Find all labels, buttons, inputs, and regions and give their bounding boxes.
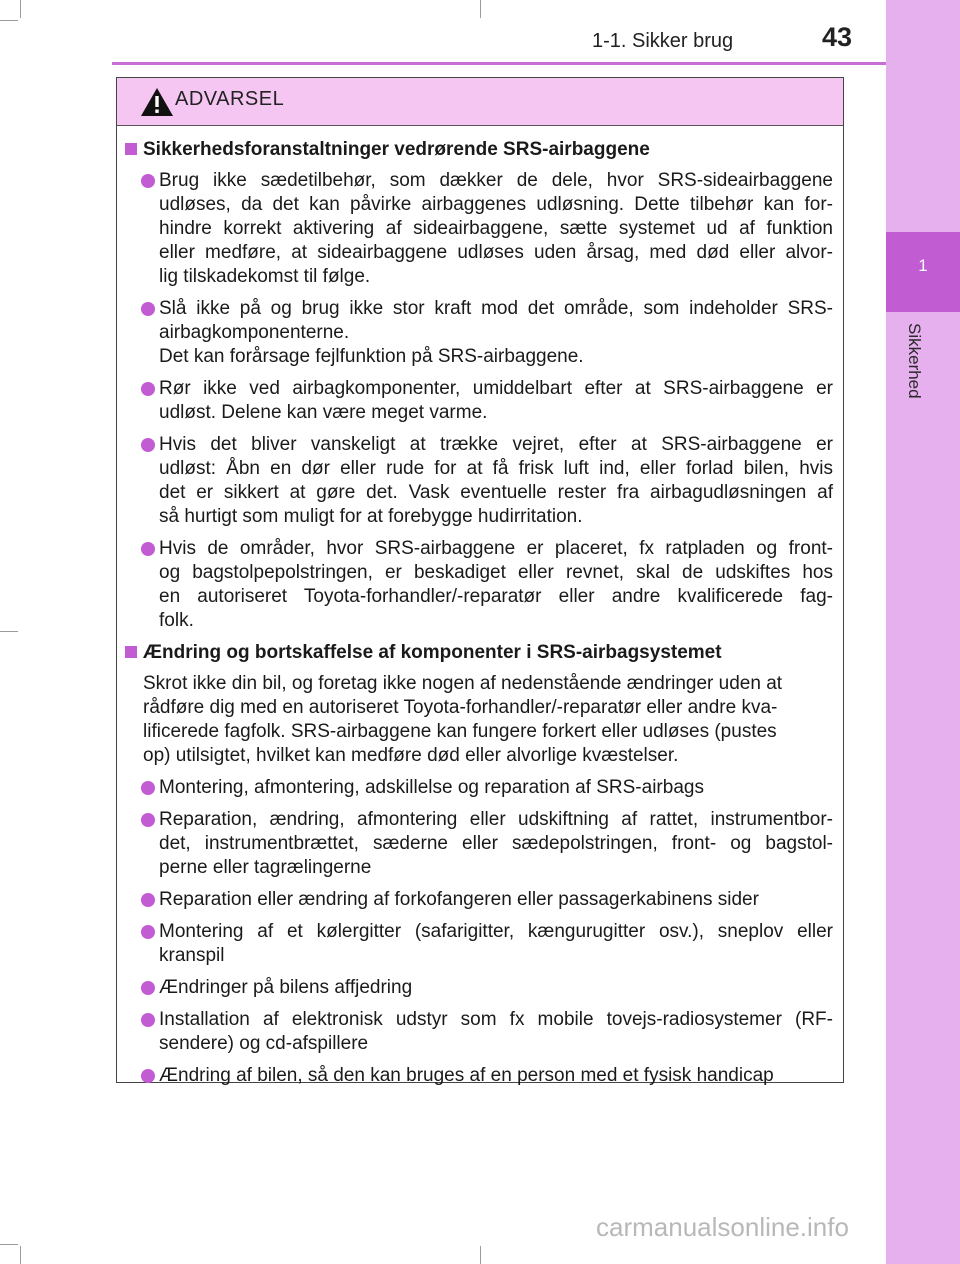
text-line: en autoriseret Toyota-forhandler/-reparatør eller andre kvalificerede fag- — [159, 586, 833, 607]
text-line: kranspil — [159, 945, 225, 966]
text-line: det er sikkert at gøre det. Vask eventuelle rester fra airbagudløsningen af — [159, 482, 833, 503]
text-line: udløst: Åbn en dør eller rude for at få frisk luft ind, eller forlad bilen, hvis — [159, 458, 833, 479]
section-heading — [125, 138, 833, 162]
text-line: Hvis de områder, hvor SRS-airbaggene er placeret, fx ratpladen og front- — [159, 538, 833, 559]
circle-bullet-icon — [141, 893, 155, 907]
text-line: folk. — [159, 610, 194, 631]
crop-mark — [480, 0, 481, 18]
warning-box — [116, 77, 844, 1086]
list-item — [125, 776, 833, 800]
circle-bullet-icon — [141, 174, 155, 188]
text-line: rådføre dig med en autoriseret Toyota-forhandler/-reparatør eller andre kva- — [143, 697, 778, 718]
text-line: sendere) og cd-afspillere — [159, 1033, 369, 1054]
list-item — [125, 377, 833, 425]
text-line: Brug ikke sædetilbehør, som dækker de dele, hvor SRS-sideairbaggene — [159, 170, 833, 191]
crop-mark — [0, 1244, 18, 1245]
text-line: Slå ikke på og brug ikke stor kraft mod det område, som indeholder SRS- — [159, 298, 833, 319]
text-line: Installation af elektronisk udstyr som fx mobile tovejs-radiosystemer (RF- — [159, 1009, 833, 1030]
square-bullet-icon — [125, 646, 137, 658]
section-heading — [125, 641, 833, 665]
section-heading-text: Ændring og bortskaffelse af komponenter i SRS-airbagsystemet — [143, 642, 722, 663]
section-heading-text: Sikkerhedsforanstaltninger vedrørende SRS-airbaggene — [143, 139, 650, 160]
crop-mark — [480, 1246, 481, 1264]
text-line: Reparation eller ændring af forkofangeren eller passagerkabinens sider — [159, 889, 759, 910]
list-item — [125, 808, 833, 880]
text-line: Montering, afmontering, adskillelse og reparation af SRS-airbags — [159, 777, 704, 798]
circle-bullet-icon — [141, 1069, 155, 1083]
list-item — [125, 1008, 833, 1056]
warning-title: ADVARSEL — [175, 88, 285, 110]
text-line: airbagkomponenterne. — [159, 322, 350, 343]
circle-bullet-icon — [141, 542, 155, 556]
text-line: udløses, da det kan påvirke airbaggenes udløsning. Dette tilbehør kan for- — [159, 194, 833, 215]
text-line: lificerede fagfolk. SRS-airbaggene kan fungere forkert eller udløses (pustes — [143, 721, 777, 742]
text-line: Skrot ikke din bil, og foretag ikke nogen af nedenstående ændringer uden at — [143, 673, 783, 694]
list-item — [125, 976, 833, 1000]
page-number: 43 — [822, 22, 853, 52]
text-line: Ændring af bilen, så den kan bruges af en person med et fysisk handicap — [159, 1065, 774, 1086]
list-item — [125, 888, 833, 912]
text-line: det, instrumentbrættet, sæderne eller sædepolstringen, front- og bagstol- — [159, 833, 833, 854]
list-item — [125, 537, 833, 633]
square-bullet-icon — [125, 143, 137, 155]
header-rule — [112, 62, 886, 65]
section-title: 1-1. Sikker brug — [592, 30, 734, 52]
text-line: hindre korrekt aktivering af sideairbaggene, sætte systemet ud af funktion — [159, 218, 833, 239]
text-line: eller medføre, at sideairbaggene udløses uden årsag, med død eller alvor- — [159, 242, 833, 263]
watermark: carmanualsonline.info — [596, 1212, 849, 1242]
list-item — [125, 1064, 833, 1088]
text-line: Ændringer på bilens affjedring — [159, 977, 413, 998]
text-line: perne eller tagrælingerne — [159, 857, 372, 878]
text-line: Montering af et kølergitter (safarigitter, kængurugitter osv.), sneplov eller — [159, 921, 833, 942]
chapter-number: 1 — [918, 256, 928, 275]
text-line: Reparation, ændring, afmontering eller udskiftning af rattet, instrumentbor- — [159, 809, 833, 830]
crop-mark — [0, 631, 18, 632]
warning-triangle-icon — [139, 86, 175, 118]
list-item — [125, 297, 833, 369]
crop-mark — [20, 0, 21, 18]
crop-mark — [20, 1246, 21, 1264]
list-item — [125, 433, 833, 529]
list-item — [125, 169, 833, 289]
section-intro — [125, 672, 833, 768]
circle-bullet-icon — [141, 781, 155, 795]
text-line: udløst. Delene kan være meget varme. — [159, 402, 488, 423]
crop-mark — [0, 20, 18, 21]
circle-bullet-icon — [141, 981, 155, 995]
circle-bullet-icon — [141, 438, 155, 452]
warning-body — [117, 126, 843, 1088]
text-line: op) utilsigtet, hvilket kan medføre død eller alvorlige kvæstelser. — [143, 745, 679, 766]
text-line: Hvis det bliver vanskeligt at trække vejret, efter at SRS-airbaggene er — [159, 434, 833, 455]
text-line: Det kan forårsage fejlfunktion på SRS-airbaggene. — [159, 346, 584, 367]
text-line: og bagstolpepolstringen, er beskadiget eller revnet, skal de udskiftes hos — [159, 562, 833, 583]
text-line: lig tilskadekomst til følge. — [159, 266, 371, 287]
circle-bullet-icon — [141, 813, 155, 827]
text-line: så hurtigt som muligt for at forebygge hudirritation. — [159, 506, 583, 527]
circle-bullet-icon — [141, 925, 155, 939]
warning-header — [117, 78, 843, 126]
side-strip — [886, 0, 960, 1264]
circle-bullet-icon — [141, 1013, 155, 1027]
list-item — [125, 920, 833, 968]
circle-bullet-icon — [141, 302, 155, 316]
chapter-label: Sikkerhed — [905, 323, 924, 399]
circle-bullet-icon — [141, 382, 155, 396]
text-line: Rør ikke ved airbagkomponenter, umiddelbart efter at SRS-airbaggene er — [159, 378, 833, 399]
